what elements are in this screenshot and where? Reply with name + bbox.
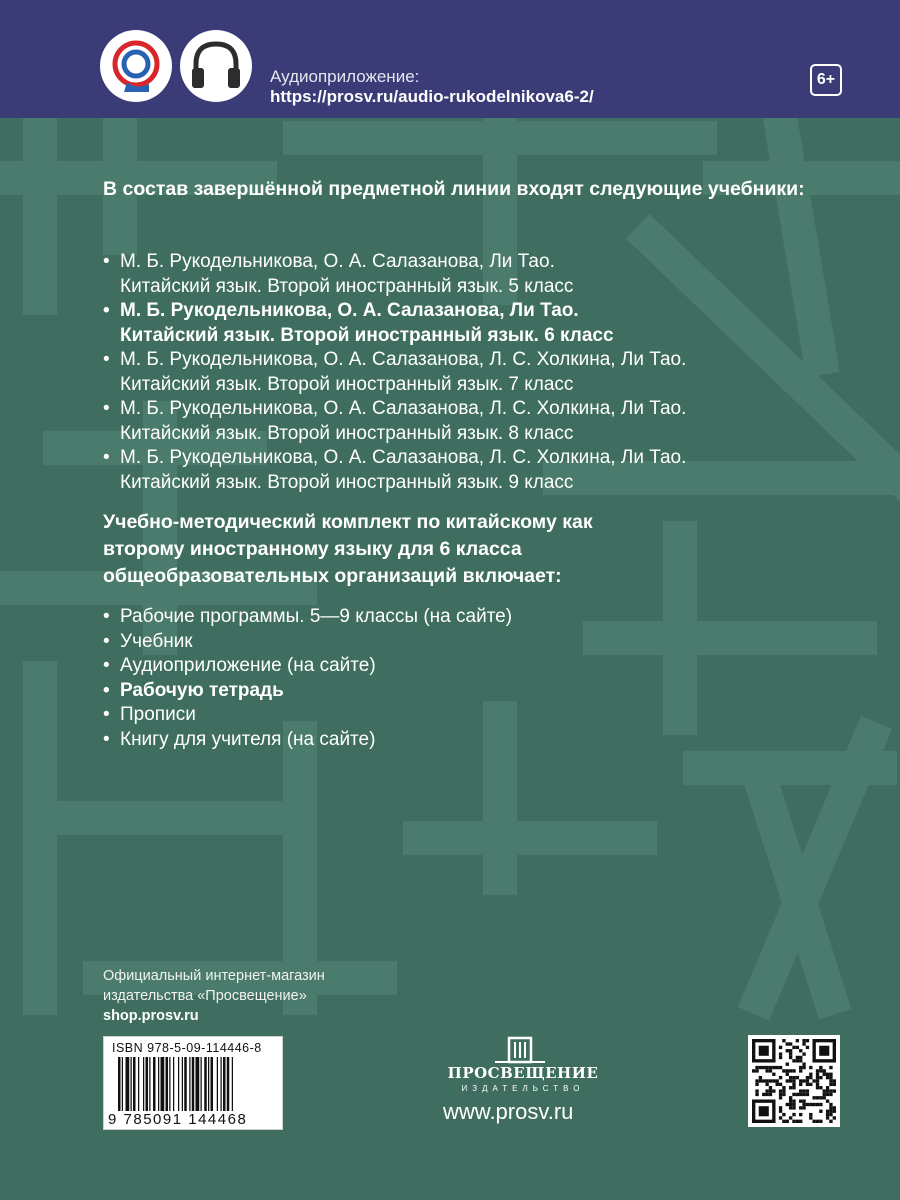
list-item	[103, 250, 823, 299]
cd-disc-icon	[100, 30, 172, 102]
publisher-website-link[interactable]: www.prosv.ru	[443, 1099, 574, 1124]
textbook-authors: • М. Б. Рукодельникова, О. А. Салазанова, Л. С. Холкина, Ли Тао.	[120, 349, 687, 370]
list-item	[103, 348, 823, 397]
barcode	[103, 1036, 283, 1130]
textbook-title: Китайский язык. Второй иностранный язык. 5 класс	[120, 275, 574, 297]
shop-caption-line1: Официальный интернет-магазин	[103, 968, 325, 984]
textbooks-heading: В состав завершённой предметной линии входят следующие учебники:	[103, 178, 805, 200]
textbook-authors: • М. Б. Рукодельникова, О. А. Салазанова, Ли Тао.	[120, 300, 579, 321]
list-item: • Книгу для учителя (на сайте)	[103, 728, 663, 753]
textbook-authors: • М. Б. Рукодельникова, О. А. Салазанова, Ли Тао.	[120, 251, 555, 272]
textbook-title: Китайский язык. Второй иностранный язык. 6 класс	[120, 324, 614, 346]
publisher-subtitle: ИЗДАТЕЛЬСТВО	[461, 1084, 585, 1093]
barcode-bars	[118, 1057, 278, 1111]
publisher-mark-icon	[495, 1034, 545, 1064]
list-item	[103, 446, 823, 495]
textbook-title: Китайский язык. Второй иностранный язык. 9 класс	[120, 471, 574, 493]
textbooks-list	[103, 250, 823, 495]
headphones-icon	[180, 30, 252, 102]
textbook-authors: • М. Б. Рукодельникова, О. А. Салазанова, Л. С. Холкина, Ли Тао.	[120, 398, 687, 419]
isbn-text: ISBN 978-5-09-114446-8	[112, 1041, 262, 1055]
publisher-name: ПРОСВЕЩЕНИЕ	[447, 1064, 599, 1082]
shop-url-link[interactable]: shop.prosv.ru	[103, 1008, 199, 1024]
list-item: • Аудиоприложение (на сайте)	[103, 654, 663, 679]
textbook-title: Китайский язык. Второй иностранный язык. 8 класс	[120, 422, 574, 444]
textbook-title: Китайский язык. Второй иностранный язык. 7 класс	[120, 373, 574, 395]
list-item	[103, 299, 823, 348]
list-item: • Учебник	[103, 630, 663, 655]
list-item	[103, 397, 823, 446]
kit-list	[103, 605, 663, 752]
audio-url-link[interactable]: https://prosv.ru/audio-rukodelnikova6-2/	[270, 87, 594, 106]
kit-heading: Учебно-методический комплект по китайскому как второму иностранному языку для 6 класса общеобразовательных организаций включает:	[103, 511, 593, 587]
audio-label: Аудиоприложение:	[270, 67, 420, 86]
list-item: • Рабочие программы. 5—9 классы (на сайте)	[103, 605, 663, 630]
publisher-logo	[443, 1034, 603, 1094]
shop-caption-line2: издательства «Просвещение»	[103, 988, 307, 1004]
list-item: • Прописи	[103, 703, 663, 728]
qr-code[interactable]	[748, 1035, 840, 1127]
barcode-number: 9 785091 144468	[108, 1111, 248, 1128]
age-rating-badge: 6+	[810, 64, 842, 96]
textbook-authors: • М. Б. Рукодельникова, О. А. Салазанова, Л. С. Холкина, Ли Тао.	[120, 447, 687, 468]
list-item: • Рабочую тетрадь	[103, 679, 663, 704]
